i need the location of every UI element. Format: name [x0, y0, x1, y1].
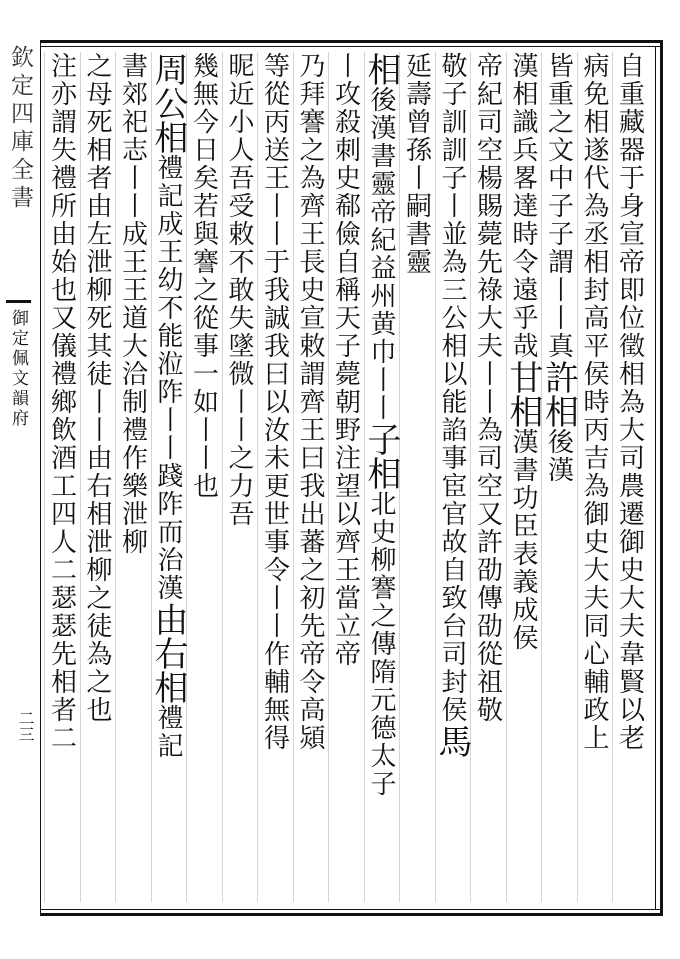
text-run: 之母死相者由左泄柳死其徒丨丨由右相泄柳之徒為之也 [82, 52, 112, 724]
text-run: 自重藏器于身宣帝即位徵相為大司農遷御史大夫韋賢以老 [614, 52, 645, 752]
column-divider [435, 52, 436, 902]
column-divider [470, 52, 471, 902]
text-column [224, 52, 254, 528]
text-column [295, 52, 325, 752]
text-run: 帝紀司空楊賜薨先祿大夫丨丨為司空又許劭傳劭從祖敬 [472, 52, 503, 724]
column-divider [257, 52, 258, 902]
text-column [579, 52, 609, 752]
frame-top-inner-rule [40, 46, 662, 47]
column-divider [44, 52, 45, 902]
text-run: 禮記 [153, 704, 183, 760]
text-run: 延壽曾孫丨嗣 [401, 52, 432, 220]
section-title: 御定佩文韻府 [6, 300, 31, 429]
column-divider [506, 52, 507, 902]
headword: 子相 [361, 422, 401, 490]
text-column [260, 52, 290, 752]
headword: 許相 [538, 360, 579, 428]
headword: 相 [361, 52, 401, 86]
text-run: 昵近小人吾受敕不敢失墜微丨丨之力吾 [224, 52, 254, 528]
text-run: 北史柳謇之傳隋元德太子 [366, 490, 396, 798]
text-column [503, 52, 543, 652]
page-number: 二三 [16, 710, 35, 742]
text-run: 後漢 [543, 428, 574, 484]
headword: 馬 [432, 724, 472, 758]
text-column [148, 52, 188, 760]
text-run: 病免相遂代為丞相封高平侯時丙吉為御史大夫同心輔政上 [579, 52, 609, 752]
column-divider [364, 52, 365, 902]
text-run: 泄柳 [117, 500, 148, 556]
headword: 甘相 [503, 360, 543, 428]
text-column [402, 52, 432, 276]
text-run: 薨朝野注望以齊王當立帝 [330, 360, 361, 668]
text-run: 書郊祀志丨丨成王王道大洽制禮作樂 [117, 52, 148, 500]
text-run: 注亦謂失禮所由始也又儀禮鄉飲酒工四人二瑟瑟先相者二 [46, 52, 77, 752]
text-column [82, 52, 112, 724]
column-divider [612, 52, 613, 902]
text-run: 禮記成王幼不能涖阼丨丨踐阼而治漢 [153, 154, 183, 602]
frame-right-rule [660, 40, 663, 916]
text-run: 皆重之文中子子謂丨丨真 [543, 52, 574, 360]
frame-top-rule [40, 40, 662, 43]
text-column [47, 52, 77, 752]
text-run: 乃拜謇之為齊王長史宣敕謂齊王曰我出蕃之初先帝令高熲 [295, 52, 325, 752]
book-title: 欽定四庫全書 [7, 45, 33, 213]
headword: 由右相 [148, 602, 188, 704]
column-divider [151, 52, 152, 902]
column-divider [541, 52, 542, 902]
text-run: 書靈 [401, 220, 432, 276]
column-divider [328, 52, 329, 902]
text-run: 丨攻殺刺史郗儉自稱天子 [330, 52, 361, 360]
text-column [473, 52, 503, 724]
frame-right-inner-rule [655, 46, 656, 910]
text-column [432, 52, 472, 758]
text-column [361, 52, 401, 798]
column-divider [293, 52, 294, 902]
column-divider [186, 52, 187, 902]
headword: 周公相 [148, 52, 188, 154]
column-divider [577, 52, 578, 902]
frame-bottom-inner-rule [40, 909, 662, 910]
text-run: 等從丙送王丨丨于我誠我曰以汝未更世事令丨丨作輔無得 [259, 52, 290, 752]
text-run: 幾無今日矣若與謇之從事一如丨丨也 [188, 52, 219, 500]
text-column [331, 52, 361, 668]
text-column [189, 52, 219, 500]
column-divider [115, 52, 116, 902]
frame-bottom-rule [40, 913, 662, 916]
text-run: 漢相識兵畧達時令遠乎哉 [508, 52, 538, 360]
column-divider [222, 52, 223, 902]
text-run: 敬子訓訓子丨並為三公相以能諂事宦官故自致台司封侯 [437, 52, 467, 724]
text-run: 漢書功臣表義成侯 [508, 428, 538, 652]
text-column [118, 52, 148, 556]
column-divider [80, 52, 81, 902]
text-run: 後漢書靈帝紀益州黄巾丨丨 [366, 86, 396, 422]
frame-left-rule [40, 40, 41, 916]
text-column [615, 52, 645, 752]
text-column [538, 52, 579, 484]
